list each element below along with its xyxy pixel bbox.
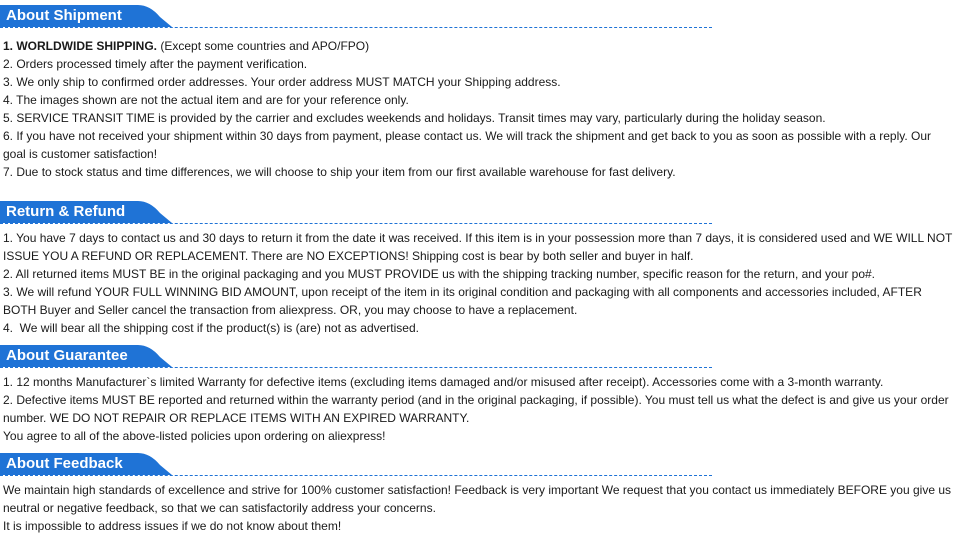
policy-line: 1. WORLDWIDE SHIPPING. (Except some countries and APO/FPO) <box>3 39 370 53</box>
section-title: About Feedback <box>6 455 123 472</box>
shipment-section <box>0 5 961 181</box>
section-divider <box>0 27 712 28</box>
section-divider <box>0 223 712 224</box>
section-title: About Shipment <box>6 7 122 24</box>
section-header <box>0 201 961 225</box>
policy-line: 1. 12 months Manufacturer`s limited Warranty for defective items (excluding items damaged and/or misused after receipt). Accessories come with a 3-month warranty. <box>3 375 884 389</box>
policy-line: 5. SERVICE TRANSIT TIME is provided by the carrier and excludes weekends and holidays. Transit times may vary, particularly during the holiday season. <box>3 111 826 125</box>
policy-line: 2. All returned items MUST BE in the original packaging and you MUST PROVIDE us with the shipping tracking number, specific reason for the return, and your po#. <box>3 267 875 281</box>
policy-line: We maintain high standards of excellence and strive for 100% customer satisfaction! Feedback is very important We request that you contact us immediately BEFORE you give us neutral or negative feedback, so that we can satisfactorily address your concerns. <box>3 483 955 515</box>
section-body <box>0 37 961 181</box>
policy-line: 7. Due to stock status and time differences, we will choose to ship your item from our first available warehouse for fast delivery. <box>3 165 676 179</box>
policy-line: 2. Orders processed timely after the payment verification. <box>3 57 308 71</box>
section-tab <box>0 453 175 475</box>
policy-line: 6. If you have not received your shipment within 30 days from payment, please contact us. We will track the shipment and get back to you as soon as possible with a reply. Our goal is customer satisfaction! <box>3 129 935 161</box>
policy-line: 2. Defective items MUST BE reported and returned within the warranty period (and in the original packaging, if possible). You must tell us what the defect is and give us your order number. WE DO NOT REPAIR OR REPLACE ITEMS WITH AN EXPIRED WARRANTY. <box>3 393 952 425</box>
section-header <box>0 453 961 477</box>
section-header <box>0 345 961 369</box>
policy-line: 3. We will refund YOUR FULL WINNING BID AMOUNT, upon receipt of the item in its original condition and packaging with all components and accessories included, AFTER BOTH Buyer and Seller cancel the transaction from aliexpress. OR, you may choose to have a replacement. <box>3 285 926 317</box>
policy-line: It is impossible to address issues if we do not know about them! <box>3 519 342 533</box>
refund-section <box>0 201 961 337</box>
guarantee-section <box>0 345 961 445</box>
policy-line: 4. We will bear all the shipping cost if the product(s) is (are) not as advertised. <box>3 321 419 335</box>
policy-line: 1. You have 7 days to contact us and 30 days to return it from the date it was received. If this item is in your possession more than 7 days, it is considered used and WE WILL NOT ISSUE YOU A REFUND OR REPLACEMENT. There are NO EXCEPTIONS! Shipping cost is bear by both seller and buyer in half. <box>3 231 956 263</box>
section-tab <box>0 5 175 27</box>
policy-line: 3. We only ship to confirmed order addresses. Your order address MUST MATCH your Shipping address. <box>3 75 561 89</box>
policy-line: You agree to all of the above-listed policies upon ordering on aliexpress! <box>3 429 386 443</box>
section-body <box>0 229 961 337</box>
section-body <box>0 481 961 535</box>
section-tab <box>0 345 175 367</box>
section-title: Return & Refund <box>6 203 126 220</box>
policy-line: 4. The images shown are not the actual item and are for your reference only. <box>3 93 409 107</box>
section-title: About Guarantee <box>6 347 128 364</box>
feedback-section <box>0 453 961 535</box>
section-body <box>0 373 961 445</box>
section-tab <box>0 201 175 223</box>
section-divider <box>0 367 712 368</box>
section-divider <box>0 475 712 476</box>
section-header <box>0 5 961 29</box>
